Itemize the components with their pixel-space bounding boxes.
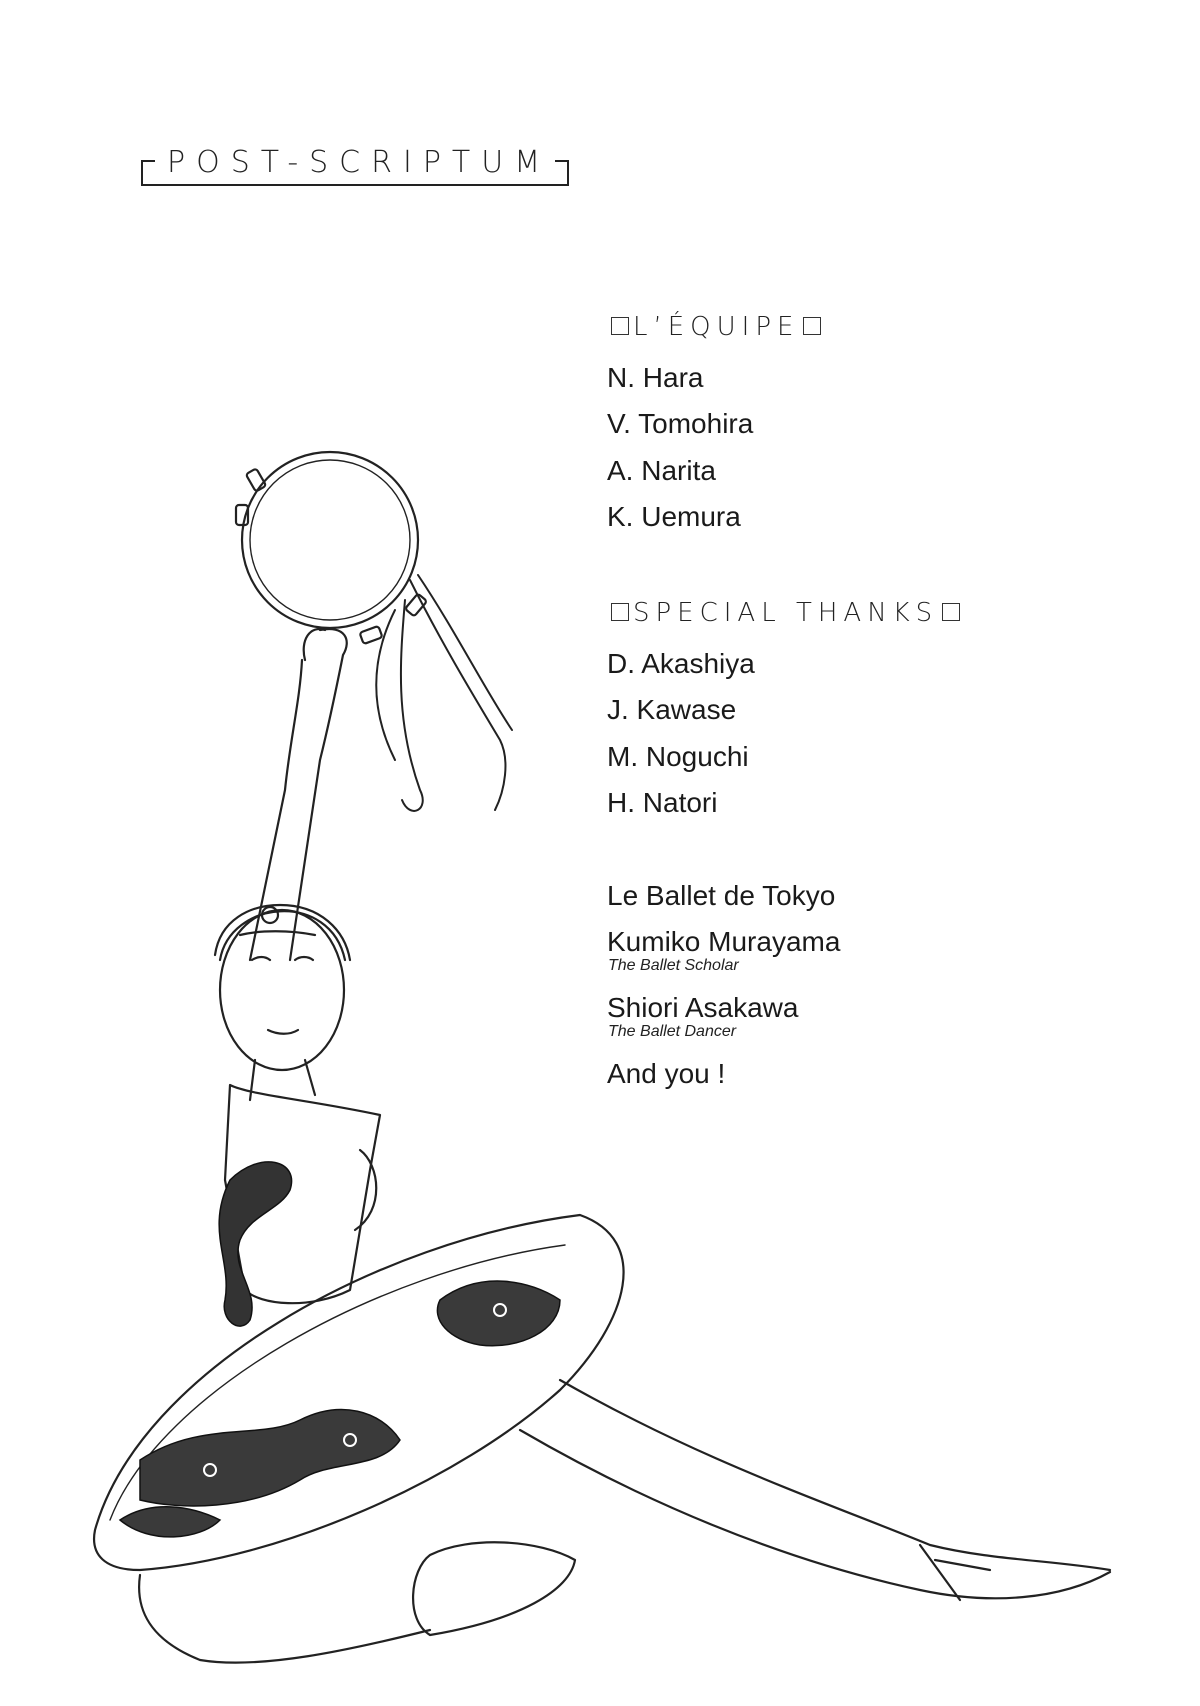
team-heading <box>607 312 825 342</box>
thanks-heading-label: SPECIAL THANKS <box>633 598 939 628</box>
team-member: V. Tomohira <box>607 408 754 439</box>
team-heading-label: L’ÉQUIPE <box>633 312 800 342</box>
team-member: N. Hara <box>607 362 704 393</box>
dancer-name: Shiori Asakawa <box>607 992 799 1023</box>
ribbon-streamers <box>376 575 512 811</box>
team-member: K. Uemura <box>607 501 741 532</box>
thanks-member: H. Natori <box>607 787 718 818</box>
thanks-heading <box>607 598 964 628</box>
page-title: POST-SCRIPTUM <box>163 148 555 178</box>
thanks-member: M. Noguchi <box>607 741 749 772</box>
tambourine-icon <box>236 452 427 644</box>
closing-line: And you ! <box>607 1058 726 1089</box>
square-bullet-icon <box>611 317 629 335</box>
ballet-company: Le Ballet de Tokyo <box>607 880 836 911</box>
thanks-member: J. Kawase <box>607 694 737 725</box>
scholar-name: Kumiko Murayama <box>607 926 841 957</box>
square-bullet-icon <box>611 603 629 621</box>
dancer-role: The Ballet Dancer <box>608 1023 737 1040</box>
team-member: A. Narita <box>607 455 716 486</box>
scholar-role: The Ballet Scholar <box>608 957 739 974</box>
thanks-member: D. Akashiya <box>607 648 755 679</box>
square-bullet-icon <box>942 603 960 621</box>
square-bullet-icon <box>803 317 821 335</box>
